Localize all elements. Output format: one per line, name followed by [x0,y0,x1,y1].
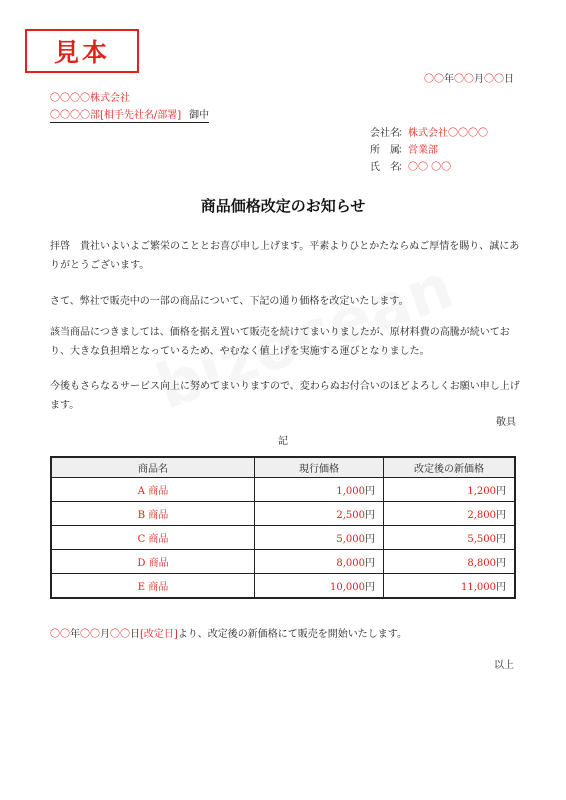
table-row [51,526,515,550]
issue-date: 〇〇年〇〇月〇〇日 [424,74,514,85]
current-price: 2,500円 [255,502,384,526]
product-name: D 商品 [51,550,255,574]
table-row [51,502,515,526]
current-price: 1,000円 [255,478,384,502]
sample-stamp: 見本 [25,29,139,73]
current-price: 10,000円 [255,574,384,599]
reason-paragraph: 該当商品につきましては、価格を据え置いて販売を続けてまいりましたが、原材料費の高騰が続いており、大きな負担増となっているため、やむなく値上げを実施する運びとなりました。 [50,327,510,357]
intro-paragraph: さて、弊社で販売中の一部の商品について、下記の通り価格を改定いたします。 [50,296,409,307]
new-price: 8,800円 [384,550,516,574]
price-table [50,456,516,599]
new-price: 1,200円 [384,478,516,502]
product-name: B 商品 [51,502,255,526]
sender-department: 所 属：営業部 [370,145,438,156]
new-price: 5,500円 [384,526,516,550]
header-product: 商品名 [51,457,255,478]
table-row [51,478,515,502]
header-new-price: 改定後の新価格 [384,457,516,478]
keigu: 敬具 [496,417,516,428]
ki-heading: 記 [278,436,288,447]
table-row [51,574,515,599]
recipient-company: 〇〇〇〇株式会社 [50,93,130,104]
new-price: 2,800円 [384,502,516,526]
closing-paragraph: 今後もさらなるサービス向上に努めてまいりますので、変わらぬお付合いのほどよろしくお願い申し上げます。 [50,381,520,411]
sender-name: 氏 名：〇〇 〇〇 [370,162,452,173]
current-price: 5,000円 [255,526,384,550]
table-row [51,550,515,574]
new-price: 11,000円 [384,574,516,599]
header-current-price: 現行価格 [255,457,384,478]
current-price: 8,000円 [255,550,384,574]
product-name: A 商品 [51,478,255,502]
effective-date-sentence: 〇〇年〇〇月〇〇日[改定日]より、改定後の新価格にて販売を開始いたします。 [50,629,408,640]
document-title: 商品価格改定のお知らせ [200,197,366,215]
product-name: C 商品 [51,526,255,550]
sender-company: 会社名：株式会社〇〇〇〇 [370,128,488,139]
product-name: E 商品 [51,574,255,599]
greeting-paragraph: 拝啓 貴社いよいよご繁栄のこととお喜び申し上げます。平素よりひとかたならぬご厚情を賜り、誠にありがとうございます。 [50,241,520,271]
recipient-department: 〇〇〇〇部[相手先社名/部署] 御中 [50,106,209,123]
table-header-row [51,457,515,478]
ijo: 以上 [494,660,514,671]
